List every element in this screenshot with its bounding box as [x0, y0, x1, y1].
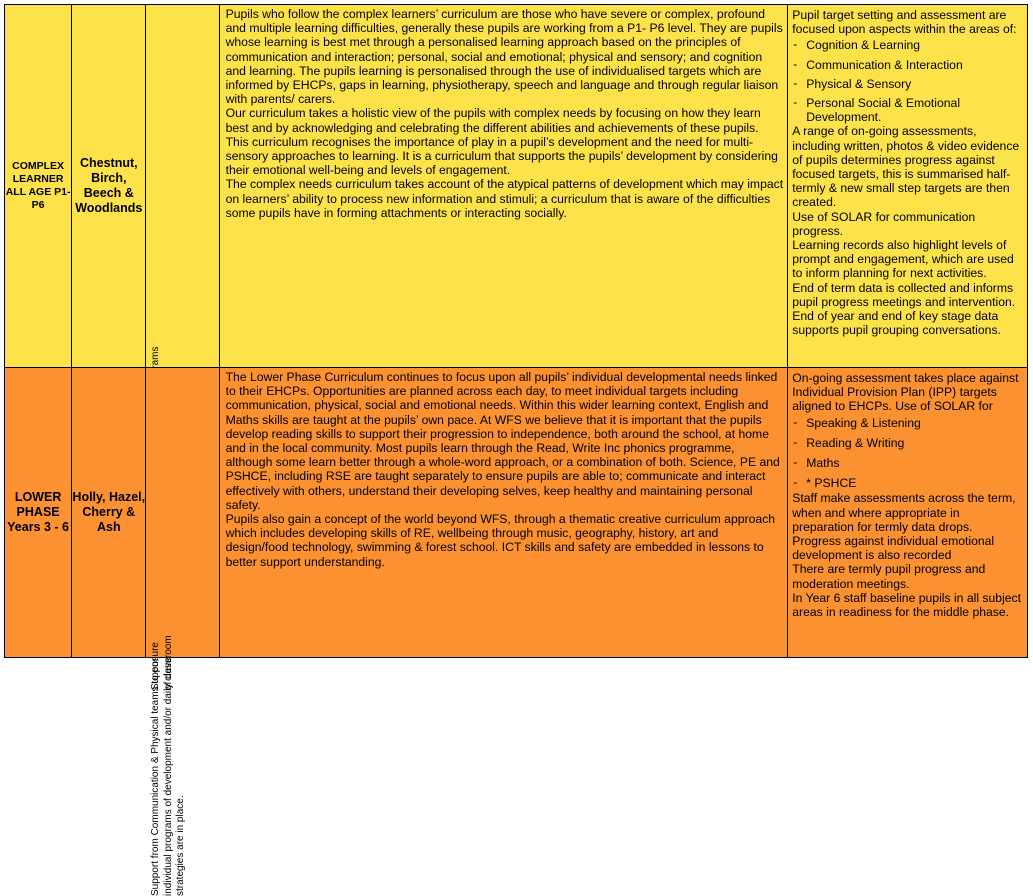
assessment-area-list [792, 416, 1024, 491]
curriculum-description-cell [219, 5, 788, 368]
assessment-note: Learning records also highlight levels of prompt and engagement, which are used to inform planning for next activities. [792, 238, 1014, 281]
table-row-lower-phase [5, 368, 1028, 658]
assessment-note: A range of on-going assessments, including written, photos & video evidence of pupils determines progress against focused targets, this is summarised half-termly & new small step targets are then created. [792, 124, 1020, 210]
assessment-note: Use of SOLAR for communication progress. [792, 209, 976, 238]
class-names: Holly, Hazel, Cherry & Ash [72, 490, 146, 534]
support-cell [146, 5, 219, 368]
assessment-area-item: - Speaking & Listening [792, 416, 1024, 430]
assessment-note: There are termly pupil progress and moderation meetings. [792, 562, 986, 591]
description-paragraph: The complex needs curriculum takes account of the atypical patterns of development which may impact on learners’ ability to process new information and stimuli; a curriculum that is aware of the difficulties some pupils have in forming attachments or interacting socially. [225, 177, 784, 220]
phase-label: COMPLEX LEARNER ALL AGE P1- P6 [5, 160, 71, 211]
assessment-note: Staff make assessments across the term, when and where appropriate in preparation for termly data drops. [792, 491, 1016, 534]
description-paragraph: Our curriculum takes a holistic view of the pupils with complex needs by focusing on how they learn best and by acknowledging and celebrating the different abilities and achievements of these pupils. This curriculum recognises the importance of play in a pupil’s development and the need for multi-sensory approaches to learning. It is a curriculum that supports the pupils’ development by considering their emotional well-being and levels of engagement. [225, 106, 778, 178]
assessment-intro: Pupil target setting and assessment are focused upon aspects within the areas of: [792, 8, 1017, 37]
assessment-note: End of term data is collected and informs pupil progress meetings and intervention. [792, 280, 1016, 309]
class-names: Chestnut, Birch, Beech & Woodlands [75, 156, 143, 215]
description-paragraph: The Lower Phase Curriculum continues to focus upon all pupils’ individual developmental needs linked to their EHCPs. Opportunities are planned across each day, to meet individual targets including communication, physical, social and emotional needs. Within this wider learning context, English and Maths skills are taught at the pupils’ own pace. At WFS we believe that it is important that the pupils develop reading skills to support their progression to independence, both around the school, at home and in the local community. Most pupils learn through the Read, Write Inc phonics programme, although some learn better through a whole-word approach, or a combination of both. Science, PE and PSHCE, including RSE are taught separately to ensure pupils are able to; communicate and interact effectively with others, understand their developing selves, keep healthy and maintaining personal safety. [225, 370, 780, 512]
phase-cell [5, 5, 72, 368]
class-names-cell [72, 5, 146, 368]
description-paragraph: Pupils also gain a concept of the world beyond WFS, through a thematic creative curriculum approach which includes developing skills of RE, wellbeing through music, geography, history, art and design/food technology, swimming & forest school. ICT skills and safety are embedded in lessons to better support understanding. [225, 512, 775, 569]
support-cell [146, 368, 219, 896]
assessment-cell [788, 5, 1028, 368]
assessment-area-item: - Maths [792, 456, 1024, 470]
assessment-note: End of year and end of key stage data supports pupil grouping conversations. [792, 309, 1001, 338]
curriculum-description-cell [219, 368, 788, 658]
assessment-area-item: - Communication & Interaction [792, 58, 1024, 72]
assessment-area-item: - Cognition & Learning [792, 38, 1024, 52]
assessment-area-item: - Physical & Sensory [792, 77, 1024, 91]
phase-label: LOWER PHASE Years 3 - 6 [7, 490, 70, 534]
support-text: Support from Communication & Physical teams to ensure individual programs of development and/or daily classroom strategies are in place. [150, 634, 187, 896]
curriculum-table [4, 4, 1028, 896]
description-paragraph: Pupils who follow the complex learners’ curriculum are those who have severe or complex, profound and multiple learning difficulties, generally these pupils are working from a P1- P6 level. They are pupils whose learning is best met through a personalised learning approach based on the principles of communication and interaction; personal, social and emotional; physical and sensory; and cognition and learning. The pupils learning is personalised through the use of individualised targets which are informed by EHCPs, gaps in learning, physiotherapy, speech and language and through regular liaison with parents/ carers. [225, 7, 783, 107]
assessment-area-item: - Personal Social & Emotional Development. [792, 96, 1024, 124]
class-names-cell [72, 368, 146, 658]
table-row-complex-learner [5, 5, 1028, 368]
assessment-area-list [792, 38, 1024, 124]
assessment-area-item: - * PSHCE [792, 476, 1024, 490]
assessment-intro: On-going assessment takes place against Individual Provision Plan (IPP) targets aligned to EHCPs. Use of SOLAR for [792, 371, 1019, 414]
assessment-cell [788, 368, 1028, 658]
assessment-area-item: - Reading & Writing [792, 436, 1024, 450]
assessment-note: In Year 6 staff baseline pupils in all subject areas in readiness for the middle phase. [792, 590, 1022, 620]
phase-cell [5, 368, 72, 658]
assessment-note: Progress against individual emotional development is also recorded [792, 534, 995, 563]
